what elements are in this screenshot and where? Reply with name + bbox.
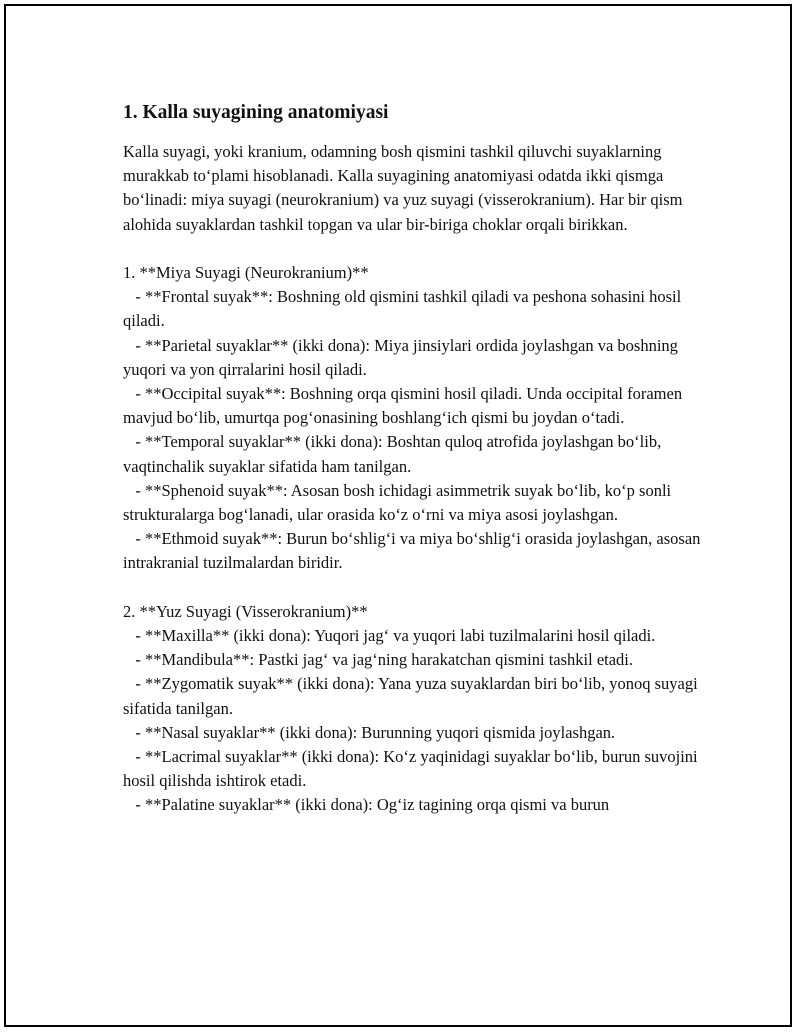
section-title-neurokranium: 1. **Miya Suyagi (Neurokranium)**: [123, 263, 369, 282]
list-item-zygomatik: - **Zygomatik suyak** (ikki dona): Yana yuza suyaklardan biri bo‘lib, yonoq suyagi sifatida tanilgan.: [123, 674, 702, 718]
list-item-ethmoid: - **Ethmoid suyak**: Burun bo‘shlig‘i va miya bo‘shlig‘i orasida joylashgan, asosan intrakranial tuzilmalardan biridir.: [123, 529, 705, 573]
list-item-parietal: - **Parietal suyaklar** (ikki dona): Miya jinsiylari ordida joylashgan va boshning yuqori va yon qirralarini hosil qiladi.: [123, 335, 683, 379]
list-item-occipital: - **Occipital suyak**: Boshning orqa qismini hosil qiladi. Unda occipital foramen mavjud bo‘lib, umurtqa pog‘onasining boshlang‘ich qismi bu joydan o‘tadi.: [123, 384, 687, 428]
section-title-visserokranium: 2. **Yuz Suyagi (Visserokranium)**: [123, 601, 368, 621]
list-item-nasal: - **Nasal suyaklar** (ikki dona): Burunning yuqori qismida joylashgan.: [123, 722, 616, 742]
list-item-frontal: - **Frontal suyak**: Boshning old qismini tashkil qiladi va peshona sohasini hosil qiladi.: [123, 287, 686, 331]
spacer: [123, 576, 703, 600]
list-item-lacrimal: - **Lacrimal suyaklar** (ikki dona): Ko‘z yaqinidagi suyaklar bo‘lib, burun suvojini hosil qilishda ishtirok etadi.: [123, 747, 702, 791]
list-item-maxilla: - **Maxilla** (ikki dona): Yuqori jag‘ va yuqori labi tuzilmalarini hosil qiladi.: [123, 626, 656, 646]
list-item-palatine: - **Palatine suyaklar** (ikki dona): Og‘iz tagining orqa qismi va burun: [123, 795, 610, 815]
document-body: [123, 100, 703, 818]
list-item-temporal: - **Temporal suyaklar** (ikki dona): Boshtan quloq atrofida joylashgan bo‘lib, vaqtinchalik suyaklar sifatida ham tanilgan.: [123, 432, 666, 476]
list-item-sphenoid: - **Sphenoid suyak**: Asosan bosh ichidagi asimmetrik suyak bo‘lib, ko‘p sonli strukturalarga bog‘lanadi, ular orasida ko‘z o‘rni va miya asosi joylashgan.: [123, 480, 676, 525]
page-frame: [4, 4, 792, 1027]
spacer: [123, 237, 703, 261]
intro-paragraph: Kalla suyagi, yoki kranium, odamning bosh qismini tashkil qiluvchi suyaklarning murakkab to‘plami hisoblanadi. Kalla suyagining anatomiyasi odatda ikki qismga bo‘linadi: miya suyagi (neurokranium) va yuz suyagi (visserokranium). Har bir qism alohida suyaklardan tashkil topgan va ular bir-biriga choklar orqali birikkan.: [123, 142, 687, 234]
list-item-mandibula: - **Mandibula**: Pastki jag‘ va jag‘ning harakatchan qismini tashkil etadi.: [123, 650, 634, 670]
document-heading: 1. Kalla suyagining anatomiyasi: [123, 102, 389, 123]
